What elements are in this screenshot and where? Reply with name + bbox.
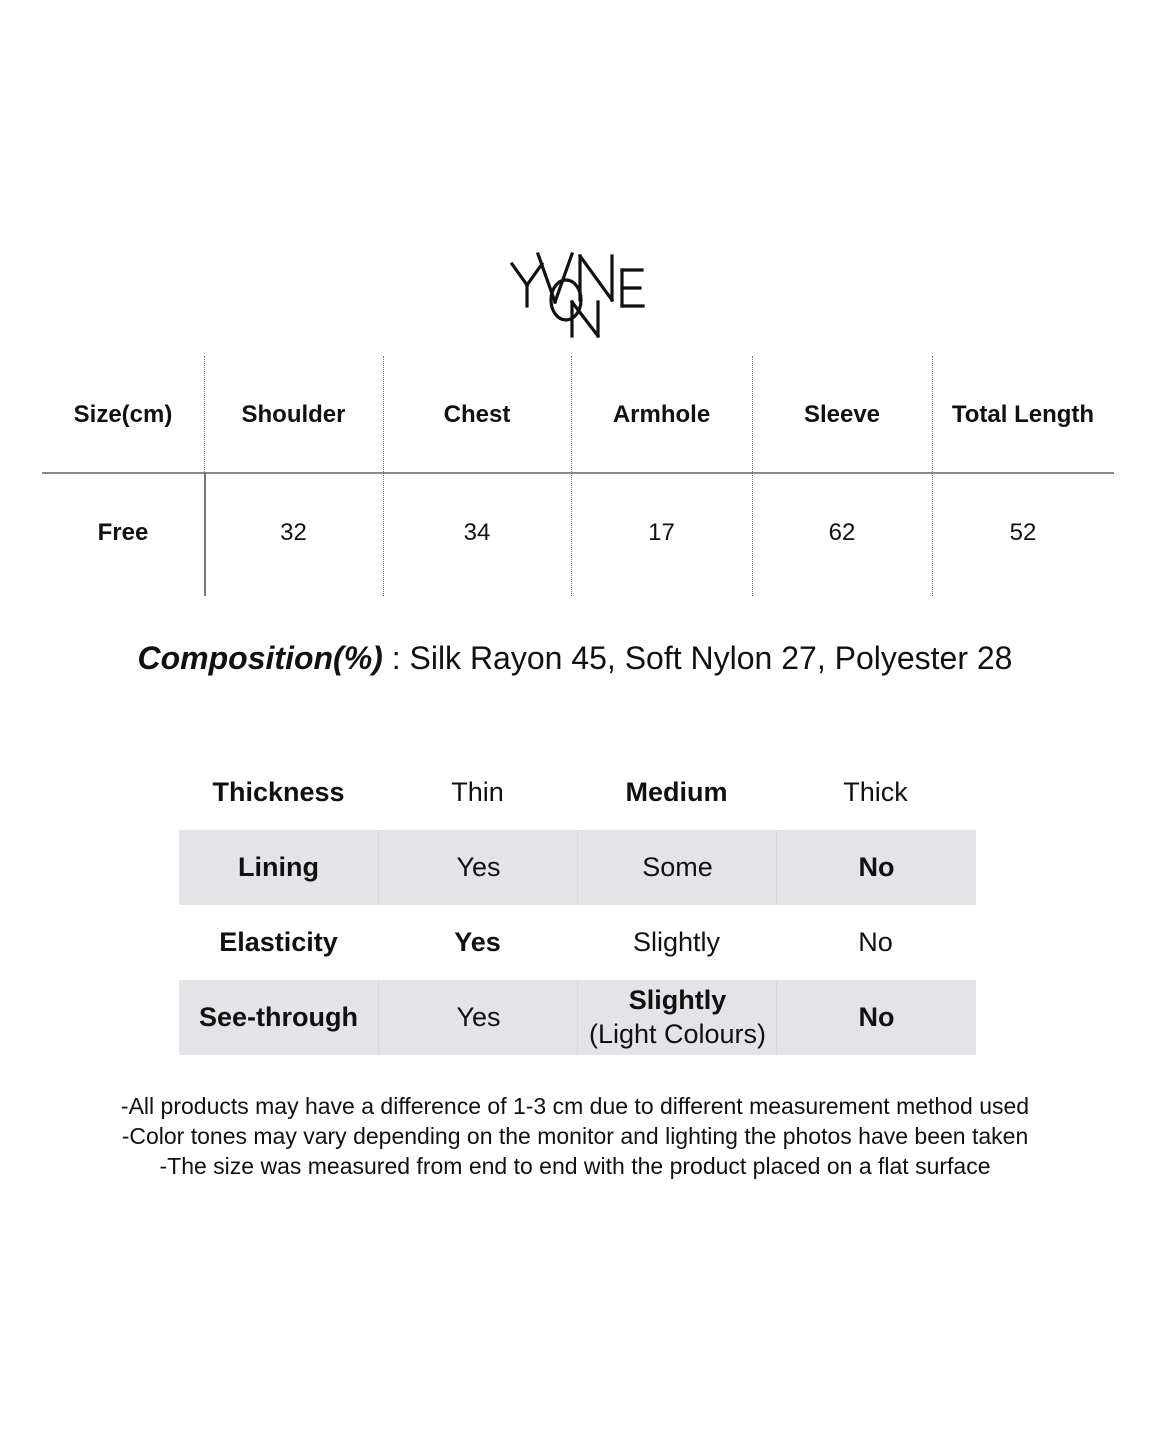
header-sleeve: Sleeve	[803, 401, 881, 428]
fabric-label: Lining	[238, 851, 319, 882]
fabric-label: Thickness	[212, 776, 345, 807]
header-shoulder: Shoulder	[241, 401, 346, 428]
fabric-option: Some	[577, 830, 777, 905]
fabric-option: Thin	[451, 776, 504, 807]
disclaimer-notes	[0, 1091, 1150, 1181]
note-line: -Color tones may vary depending on the monitor and lighting the photos have been taken	[121, 1123, 1029, 1149]
fabric-option-selected: Medium	[625, 776, 728, 807]
fabric-row-lining	[179, 830, 976, 905]
fabric-option: Yes	[378, 980, 578, 1055]
note-line: -The size was measured from end to end with the product placed on a flat surface	[159, 1153, 991, 1179]
header-armhole: Armhole	[612, 401, 711, 428]
yvonne-monogram-icon	[500, 248, 650, 344]
row-sleeve: 62	[828, 519, 856, 546]
fabric-option-main: Slightly	[628, 984, 727, 1015]
composition-line	[0, 640, 1150, 677]
fabric-row-elasticity	[179, 905, 976, 980]
size-table	[42, 356, 1114, 598]
composition-label: Composition(%)	[137, 640, 383, 676]
size-table-row	[42, 474, 1114, 592]
fabric-row-thickness	[179, 755, 976, 830]
fabric-option: Slightly	[632, 926, 721, 957]
brand-logo	[500, 248, 650, 344]
column-divider	[204, 356, 205, 472]
column-divider	[752, 356, 753, 596]
fabric-properties-table	[179, 755, 976, 1055]
fabric-option-selected: Yes	[454, 926, 501, 957]
note-line: -All products may have a difference of 1-3 cm due to different measurement method used	[120, 1093, 1030, 1119]
row-total-length: 52	[1009, 519, 1037, 546]
fabric-row-see-through	[179, 980, 976, 1055]
size-table-header	[42, 356, 1114, 474]
fabric-label: See-through	[199, 1001, 358, 1032]
column-divider	[383, 356, 384, 596]
row-chest: 34	[463, 519, 491, 546]
fabric-option-selected: No	[776, 980, 976, 1055]
fabric-option: No	[858, 926, 893, 957]
fabric-option-selected: No	[776, 830, 976, 905]
composition-value: Silk Rayon 45, Soft Nylon 27, Polyester 28	[409, 640, 1013, 676]
fabric-option: Yes	[378, 830, 578, 905]
fabric-option: Thick	[843, 776, 908, 807]
column-divider	[932, 356, 933, 596]
column-divider	[571, 356, 572, 596]
header-size: Size(cm)	[73, 401, 173, 428]
fabric-label: Elasticity	[219, 926, 338, 957]
row-size: Free	[97, 519, 149, 546]
fabric-option-note: (Light Colours)	[588, 1018, 767, 1049]
row-armhole: 17	[648, 519, 675, 546]
header-chest: Chest	[443, 401, 511, 428]
column-divider	[204, 472, 206, 596]
header-total-length: Total Length	[951, 401, 1095, 428]
fabric-option-selected	[577, 980, 777, 1055]
row-shoulder: 32	[280, 519, 307, 546]
composition-separator: :	[382, 640, 410, 676]
